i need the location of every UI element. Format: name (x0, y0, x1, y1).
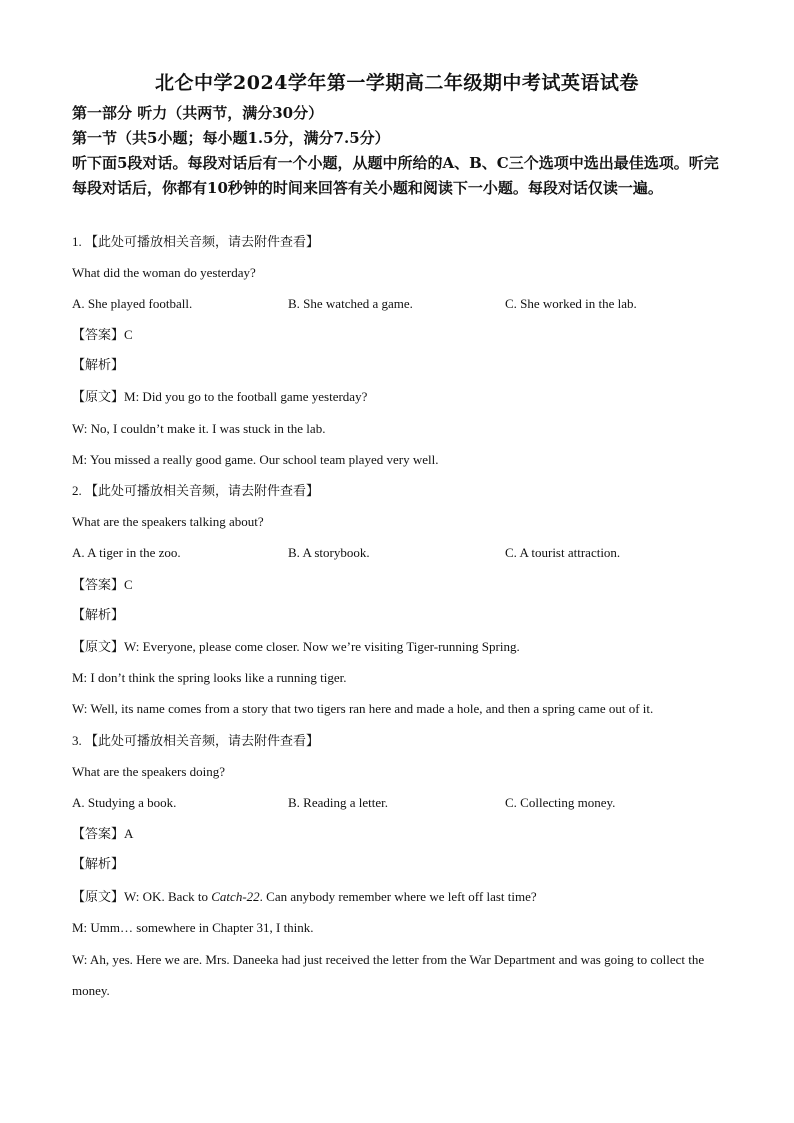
part-heading: 第一部分 听力（共两节，满分30分） (72, 104, 324, 122)
question-1-option-c: C. She worked in the lab. (505, 296, 637, 311)
question-1-transcript-2: W: No, I couldn’t make it. I was stuck in the lab. (72, 421, 326, 436)
question-2-transcript-3: W: Well, its name comes from a story that two tigers ran here and made a hole, and then a spring came out of it. (72, 701, 654, 716)
transcript-line: M: Did you go to the football game yesterday? (124, 389, 368, 404)
answer-value: C (124, 577, 133, 592)
question-3-transcript-2: M: Umm… somewhere in Chapter 31, I think. (72, 920, 314, 935)
audio-placeholder: 【此处可播放相关音频，请去附件查看】 (85, 235, 320, 250)
question-3-option-b: B. Reading a letter. (288, 795, 389, 810)
question-3-transcript-3: W: Ah, yes. Here we are. Mrs. Daneeka had just received the letter from the War Department and was going to collect the money. (72, 952, 705, 998)
instructions: 听下面5段对话。每段对话后有一个小题，从题中所给的A、B、C三个选项中选出最佳选项。听完每段对话后，你都有10秒钟的时间来回答有关小题和阅读下一小题。每段对话仅读一遍。 (72, 154, 719, 197)
question-1-option-b: B. She watched a game. (288, 296, 413, 311)
question-3-analysis-label: 【解析】 (72, 857, 125, 872)
question-number: 1. (72, 234, 82, 249)
original-label: 【原文】 (72, 640, 125, 655)
question-1-transcript-3: M: You missed a really good game. Our school team played very well. (72, 452, 439, 467)
question-1-answer (72, 326, 133, 345)
original-label: 【原文】 (72, 890, 125, 905)
question-3-header (72, 732, 319, 751)
question-2-option-a: A. A tiger in the zoo. (72, 545, 181, 560)
question-2-answer (72, 576, 133, 595)
question-2-transcript-1 (72, 638, 520, 657)
question-2-option-c: C. A tourist attraction. (505, 545, 621, 560)
question-2-option-b: B. A storybook. (288, 545, 370, 560)
question-3-answer (72, 825, 133, 844)
question-1-header (72, 233, 319, 252)
transcript-pre: W: OK. Back to (124, 889, 212, 904)
question-2-analysis-label: 【解析】 (72, 608, 125, 623)
question-2-header (72, 482, 319, 501)
answer-label: 【答案】 (72, 578, 125, 593)
book-title: Catch-22 (211, 889, 260, 904)
question-3-transcript-1 (72, 888, 537, 907)
question-1-text: What did the woman do yesterday? (72, 265, 256, 280)
exam-title: 北仑中学2024学年第一学期高二年级期中考试英语试卷 (155, 72, 639, 94)
question-1-transcript-1 (72, 388, 367, 407)
audio-placeholder: 【此处可播放相关音频，请去附件查看】 (85, 484, 320, 499)
question-2-transcript-2: M: I don’t think the spring looks like a running tiger. (72, 670, 347, 685)
answer-label: 【答案】 (72, 827, 125, 842)
question-3-option-c: C. Collecting money. (505, 795, 616, 810)
question-3-option-a: A. Studying a book. (72, 795, 177, 810)
question-3-text: What are the speakers doing? (72, 764, 226, 779)
audio-placeholder: 【此处可播放相关音频，请去附件查看】 (85, 734, 320, 749)
question-2-text: What are the speakers talking about? (72, 514, 264, 529)
answer-label: 【答案】 (72, 328, 125, 343)
answer-value: A (124, 826, 134, 841)
question-number: 3. (72, 733, 82, 748)
question-number: 2. (72, 483, 82, 498)
original-label: 【原文】 (72, 390, 125, 405)
question-1-option-a: A. She played football. (72, 296, 193, 311)
transcript-post: . Can anybody remember where we left off last time? (259, 889, 537, 904)
section-heading: 第一节（共5小题；每小题1.5分，满分7.5分） (72, 129, 390, 147)
question-1-analysis-label: 【解析】 (72, 358, 125, 373)
transcript-line: W: Everyone, please come closer. Now we’re visiting Tiger-running Spring. (124, 639, 520, 654)
answer-value: C (124, 327, 133, 342)
